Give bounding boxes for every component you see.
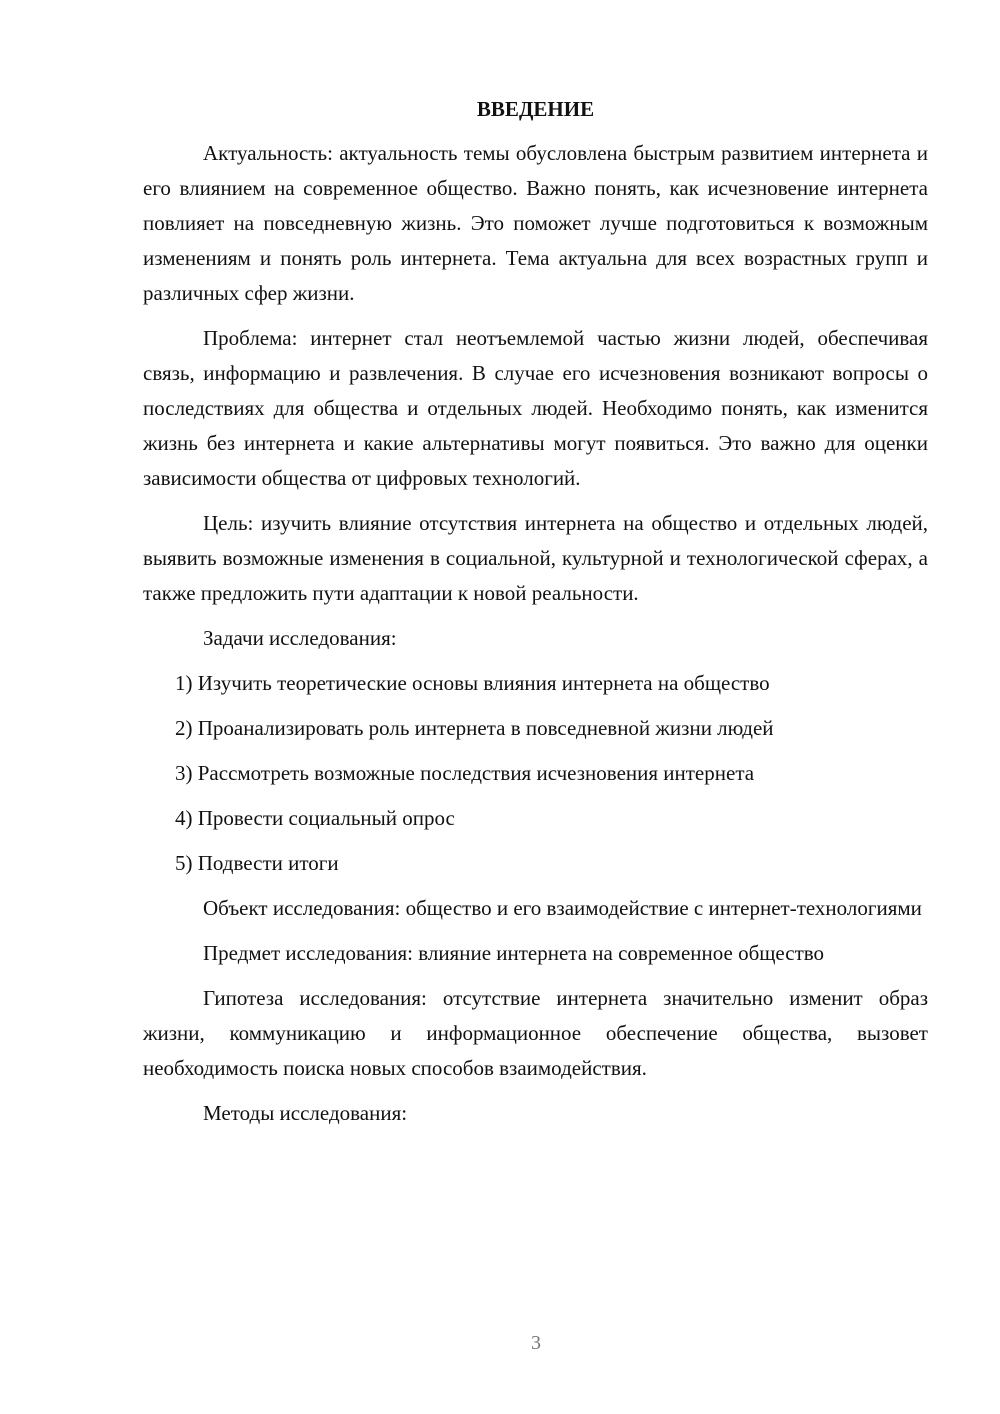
list-item: 1) Изучить теоретические основы влияния интернета на общество (175, 671, 770, 695)
relevance-paragraph: Актуальность: актуальность темы обусловлена быстрым развитием интернета и его влиянием на современное общество. Важно понять, как исчезновение интернета повлияет на повседневную жизнь. Это поможет лучше подготовиться к возможным изменениям и понять роль интернета. Тема актуальна для всех возрастных групп и различных сфер жизни. (143, 141, 928, 305)
methods-heading: Методы исследования: (203, 1101, 408, 1125)
page-number: 3 (531, 1332, 541, 1354)
problem-paragraph: Проблема: интернет стал неотъемлемой частью жизни людей, обеспечивая связь, информацию и развлечения. В случае его исчезновения возникают вопросы о последствиях для общества и отдельных людей. Необходимо понять, как изменится жизнь без интернета и какие альтернативы могут появиться. Это важно для оценки зависимости общества от цифровых технологий. (143, 326, 928, 490)
goal-paragraph: Цель: изучить влияние отсутствия интернета на общество и отдельных людей, выявить возможные изменения в социальной, культурной и технологической сферах, а также предложить пути адаптации к новой реальности. (143, 511, 928, 605)
page-content (143, 94, 928, 1141)
page-title: ВВЕДЕНИЕ (476, 97, 595, 121)
subject-paragraph: Предмет исследования: влияние интернета на современное общество (203, 941, 825, 965)
tasks-list (143, 666, 928, 881)
hypothesis-paragraph: Гипотеза исследования: отсутствие интернета значительно изменит образ жизни, коммуникацию и информационное обеспечение общества, вызовет необходимость поиска новых способов взаимодействия. (143, 986, 928, 1080)
list-item: 4) Провести социальный опрос (175, 806, 455, 830)
tasks-heading: Задачи исследования: (203, 626, 397, 650)
object-paragraph: Объект исследования: общество и его взаимодействие с интернет-технологиями (203, 896, 922, 920)
list-item: 5) Подвести итоги (175, 851, 339, 875)
list-item: 2) Проанализировать роль интернета в повседневной жизни людей (175, 716, 774, 740)
list-item: 3) Рассмотреть возможные последствия исчезновения интернета (175, 761, 755, 785)
